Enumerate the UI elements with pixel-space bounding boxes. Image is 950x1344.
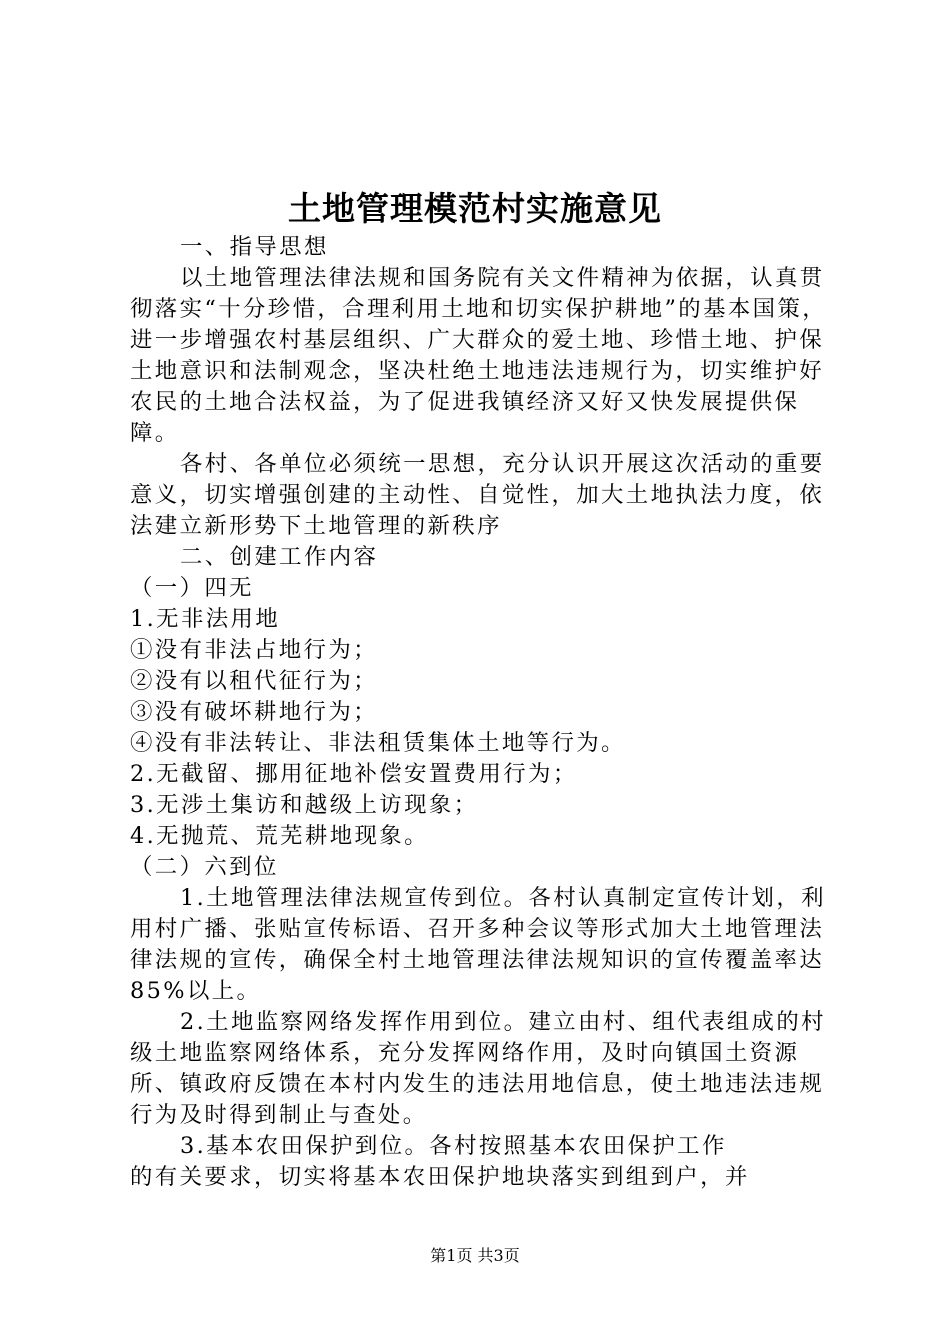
paragraph-unify-thinking: 各村、各单位必须统一思想，充分认识开展这次活动的重要意义，切实增强创建的主动性、自觉性，加大土地执法力度，依法建立新形势下土地管理的新秩序 — [130, 451, 825, 539]
section-heading-work-content: 二、创建工作内容 — [180, 544, 379, 570]
list-item: 3.无涉土集访和越级上访现象； — [130, 792, 479, 818]
subsection-heading-four-nos: （一）四无 — [130, 575, 254, 601]
section-heading-guiding-thought: 一、指导思想 — [180, 234, 329, 260]
paragraph-farmland-continuation: 的有关要求，切实将基本农田保护地块落实到组到户，并 — [130, 1164, 750, 1190]
list-item: ④没有非法转让、非法租赁集体土地等行为。 — [130, 730, 626, 756]
paragraph-supervision-network: 2.土地监察网络发挥作用到位。建立由村、组代表组成的村级土地监察网络体系，充分发挥网络作用，及时向镇国土资源所、镇政府反馈在本村内发生的违法用地信息，使土地违法违规行为及时得到制止与查处。 — [130, 1009, 826, 1128]
list-item: 4.无抛荒、荒芜耕地现象。 — [130, 823, 429, 849]
document-title: 土地管理模范村实施意见 — [288, 189, 662, 228]
document-body — [130, 232, 830, 1193]
list-item: ②没有以租代征行为； — [130, 668, 378, 694]
subsection-heading-six-in-place: （二）六到位 — [130, 854, 279, 880]
list-item: ③没有破坏耕地行为； — [130, 699, 378, 725]
paragraph-basis: 以土地管理法律法规和国务院有关文件精神为依据，认真贯彻落实“十分珍惜，合理利用土地和切实保护耕地”的基本国策，进一步增强农村基层组织、广大群众的爱土地、珍惜土地、护保土地意识和法制观念，坚决杜绝土地违法违规行为，切实维护好农民的土地合法权益，为了促进我镇经济又好又快发展提供保障。 — [130, 265, 828, 446]
list-item: 1.无非法用地 — [130, 606, 281, 632]
list-item: 2.无截留、挪用征地补偿安置费用行为； — [130, 761, 578, 787]
paragraph-farmland-protection: 3.基本农田保护到位。各村按照基本农田保护工作 — [180, 1133, 727, 1159]
page-footer: 第1页 共3页 — [430, 1246, 520, 1265]
paragraph-publicity: 1.土地管理法律法规宣传到位。各村认真制定宣传计划，利用村广播、张贴宣传标语、召开多种会议等形式加大土地管理法律法规的宣传，确保全村土地管理法律法规知识的宣传覆盖率达85%以上。 — [130, 885, 826, 1004]
list-item: ①没有非法占地行为； — [130, 637, 378, 663]
